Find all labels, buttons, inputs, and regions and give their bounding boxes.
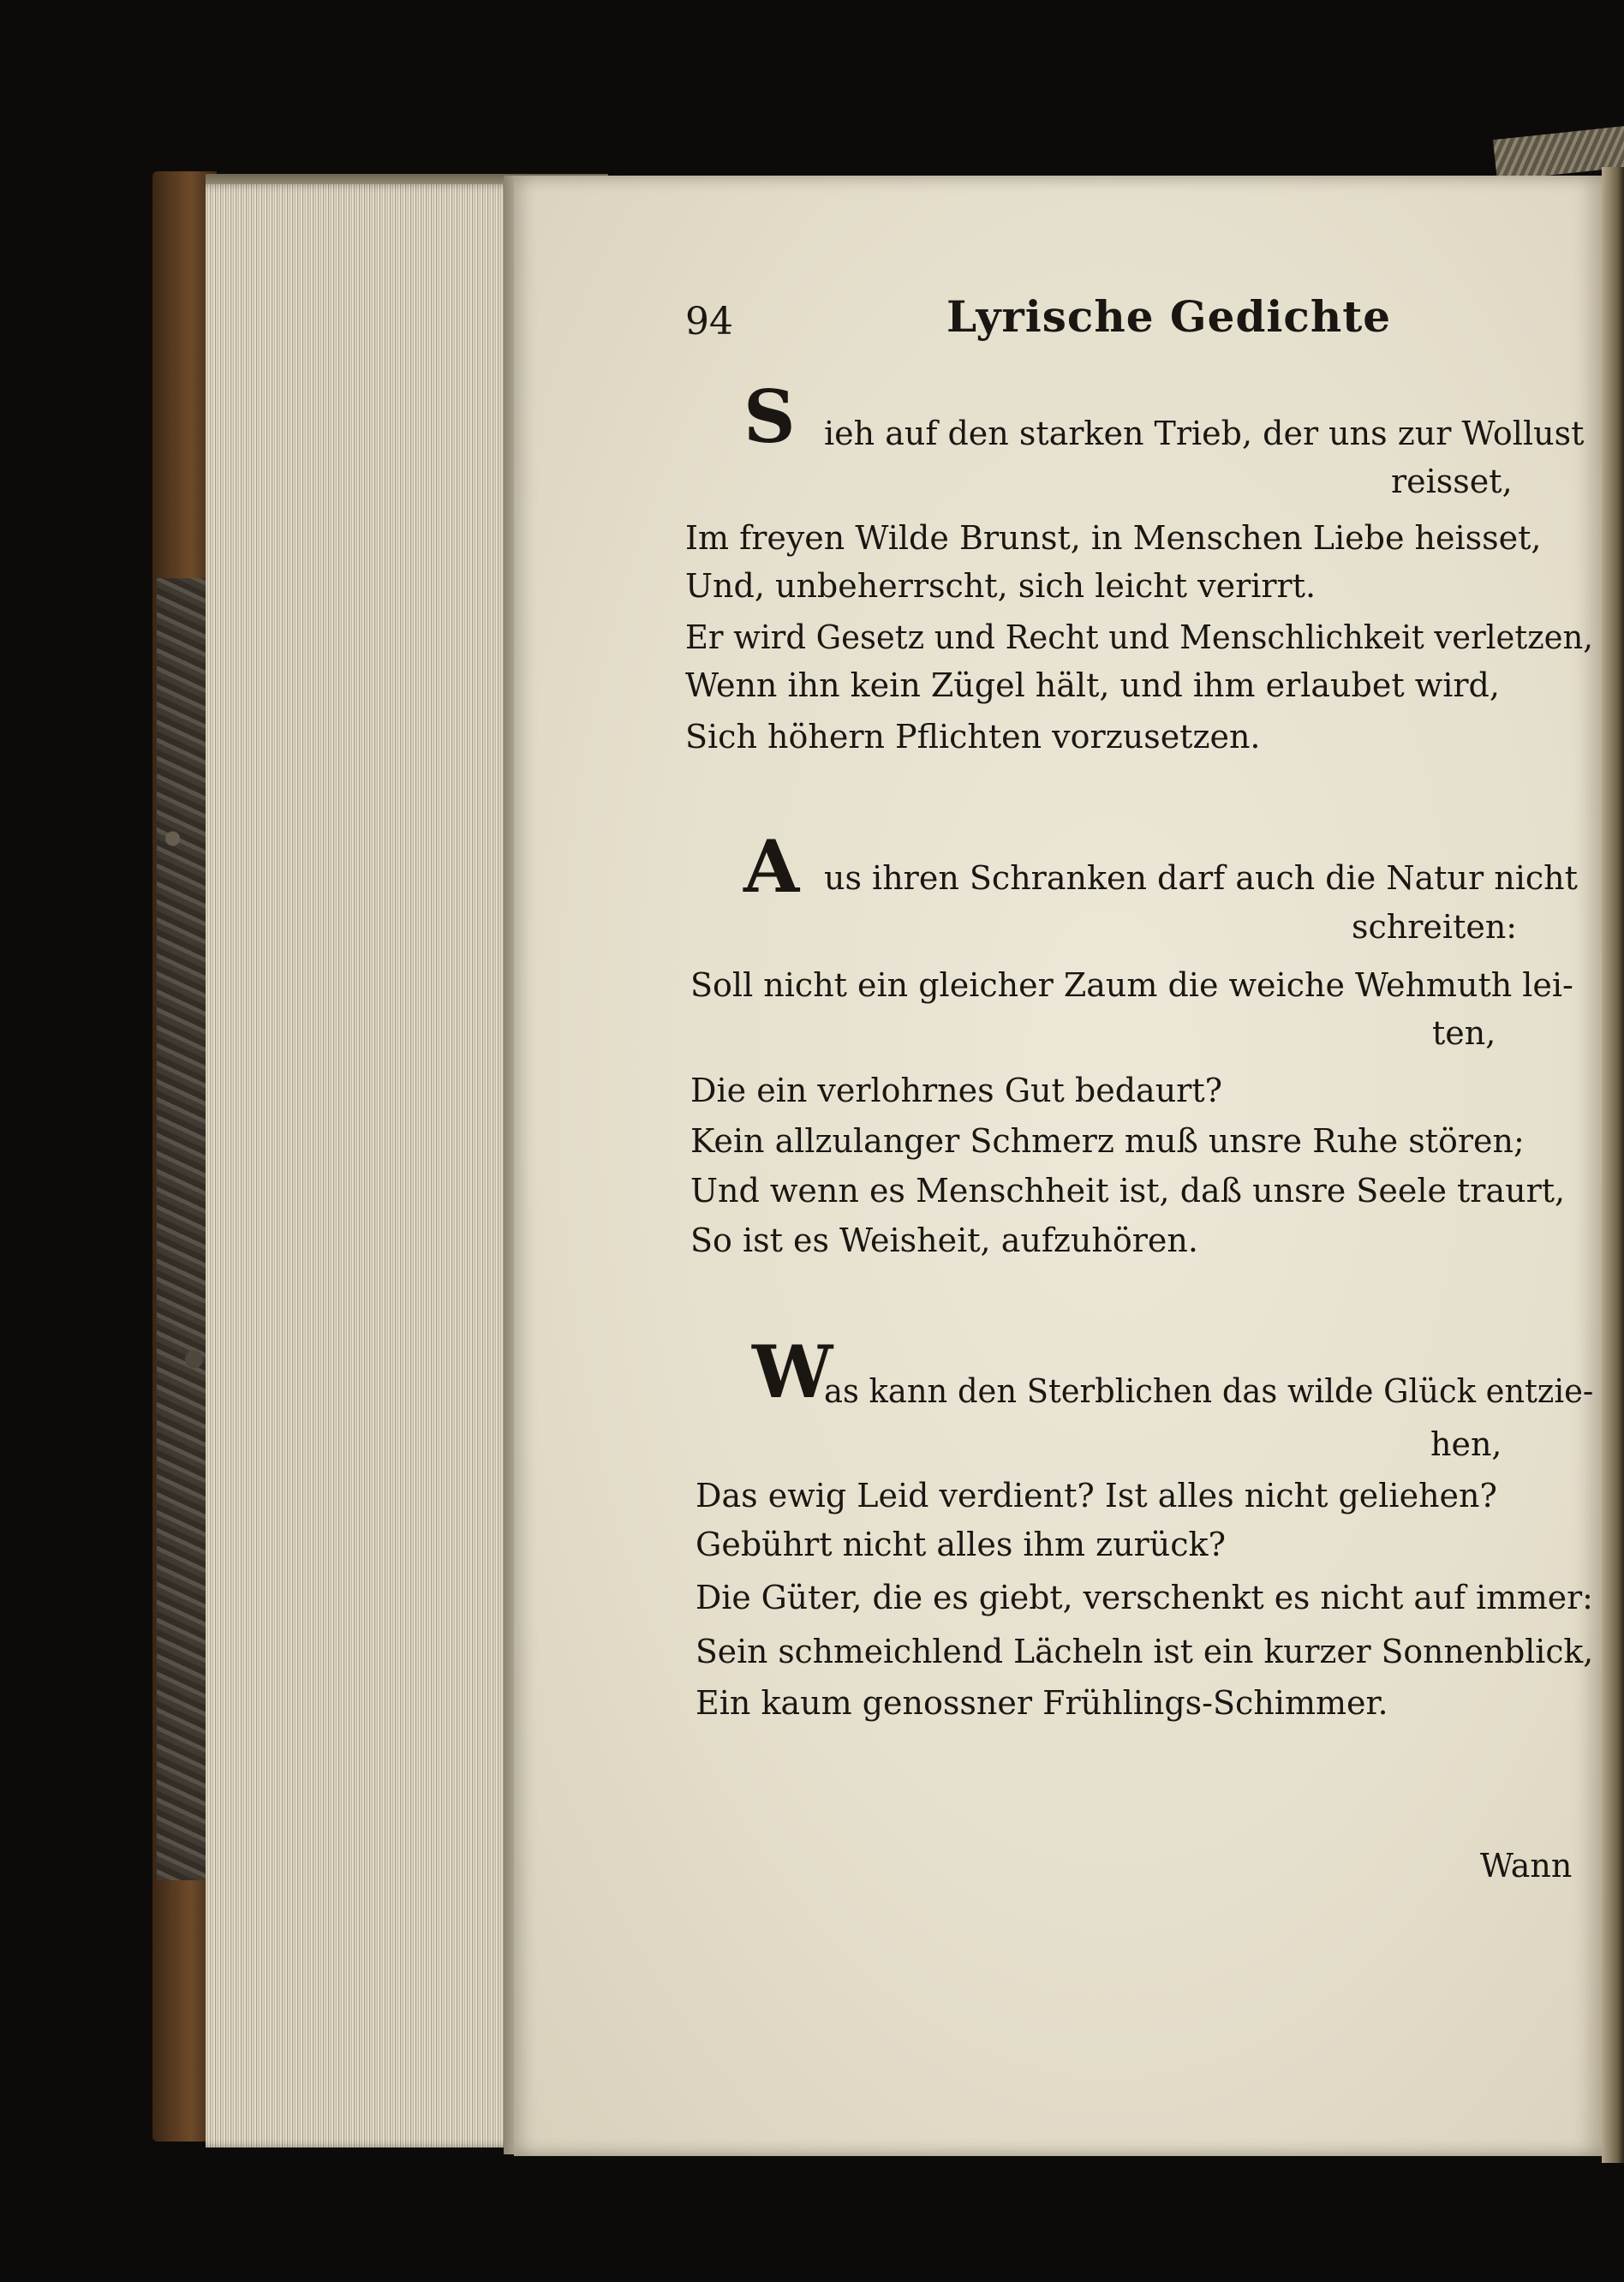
verse-line: Soll nicht ein gleicher Zaum die weiche Wehmuth lei- — [690, 966, 1573, 1004]
verse-line: Sich höhern Pflichten vorzusetzen. — [685, 718, 1261, 756]
page-stack-edge — [206, 184, 514, 2148]
verse-line: Und, unbeherrscht, sich leicht verirrt. — [685, 567, 1317, 605]
page-right-edge — [1602, 167, 1624, 2163]
verse-line: Sein schmeichlend Lächeln ist ein kurzer Sonnenblick, — [696, 1633, 1594, 1670]
drop-cap-initial: S — [743, 374, 796, 459]
verse-line: So ist es Weisheit, aufzuhören. — [690, 1222, 1198, 1259]
verse-line: Das ewig Leid verdient? Ist alles nicht geliehen? — [696, 1477, 1497, 1514]
verse-line: Gebührt nicht alles ihm zurück? — [696, 1526, 1226, 1563]
verse-line-continuation: ten, — [1432, 1014, 1496, 1052]
drop-cap-initial: W — [752, 1329, 833, 1414]
verse-line: us ihren Schranken darf auch die Natur nicht — [824, 859, 1578, 897]
running-header: Lyrische Gedichte — [946, 291, 1392, 342]
verse-line: Er wird Gesetz und Recht und Menschlichkeit verletzen, — [685, 618, 1593, 656]
verse-line: as kann den Sterblichen das wilde Glück entzie- — [824, 1372, 1594, 1410]
verse-line: Die ein verlohrnes Gut bedaurt? — [690, 1072, 1222, 1109]
verse-line: Im freyen Wilde Brunst, in Menschen Liebe heisset, — [685, 519, 1542, 557]
verse-line: Kein allzulanger Schmerz muß unsre Ruhe stören; — [690, 1122, 1525, 1160]
verse-line-continuation: hen, — [1430, 1425, 1502, 1463]
verse-line: Ein kaum genossner Frühlings-Schimmer. — [696, 1684, 1388, 1722]
catchword: Wann — [1480, 1847, 1573, 1885]
verse-line: ieh auf den starken Trieb, der uns zur Wollust — [824, 415, 1585, 452]
verse-line: Die Güter, die es giebt, verschenkt es nicht auf immer: — [696, 1579, 1593, 1616]
page-number: 94 — [685, 300, 733, 343]
verse-line-continuation: reisset, — [1391, 463, 1513, 500]
marbled-cover — [157, 578, 210, 1880]
verse-line: Und wenn es Menschheit ist, daß unsre Seele traurt, — [690, 1172, 1566, 1210]
verse-line: Wenn ihn kein Zügel hält, und ihm erlaubet wird, — [685, 666, 1500, 704]
drop-cap-initial: A — [743, 824, 800, 909]
verse-line-continuation: schreiten: — [1352, 908, 1518, 946]
